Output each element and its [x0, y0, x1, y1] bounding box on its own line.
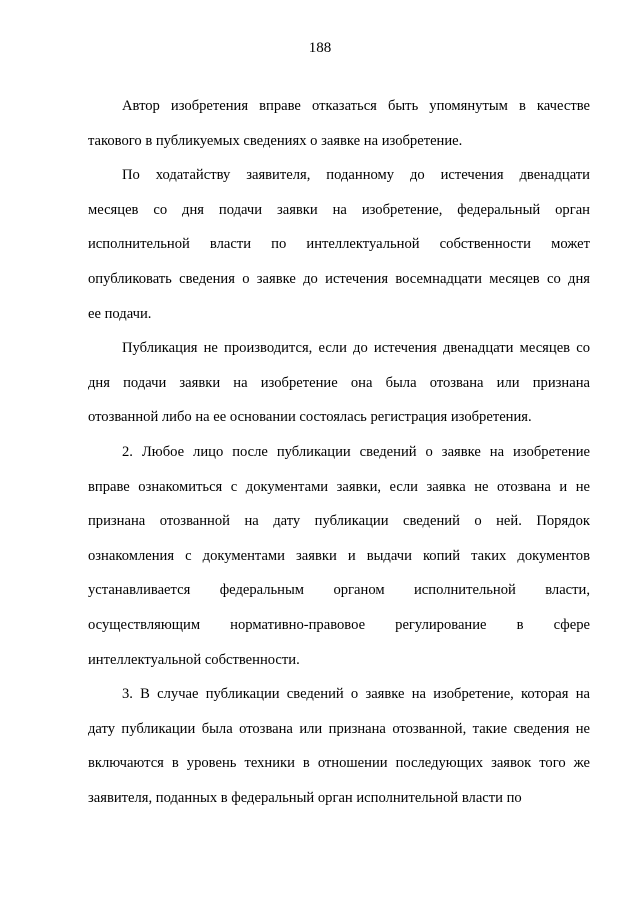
text-line: заявителя, поданных в федеральный орган исполнительной власти по [88, 789, 522, 806]
text-line: отозванной либо на ее основании состоялась регистрация изобретения. [88, 409, 532, 426]
text-line: осуществляющим нормативно-правовое регулирование в сфере [88, 616, 590, 633]
text-line: 3. В случае публикации сведений о заявке на изобретение, которая на [122, 686, 590, 703]
paragraph-no-publication [88, 331, 590, 435]
text-line: интеллектуальной собственности. [88, 651, 300, 668]
text-line: дату публикации была отозвана или признана отозванной, такие сведения не [88, 720, 590, 737]
text-line: По ходатайству заявителя, поданному до истечения двенадцати [122, 167, 590, 184]
text-line: включаются в уровень техники в отношении последующих заявок того же [88, 755, 590, 772]
text-line: 2. Любое лицо после публикации сведений о заявке на изобретение [122, 443, 590, 460]
text-line: Автор изобретения вправе отказаться быть упомянутым в качестве [122, 98, 590, 114]
text-line: опубликовать сведения о заявке до истечения восемнадцати месяцев со дня [88, 270, 590, 287]
text-line: вправе ознакомиться с документами заявки, если заявка не отозвана и не [88, 478, 590, 495]
paragraph-author-right [88, 89, 590, 158]
paragraph-early-publication [88, 158, 590, 331]
text-line: ознакомления с документами заявки и выдачи копий таких документов [88, 547, 590, 564]
paragraph-item-3 [88, 677, 590, 815]
page-number: 188 [308, 40, 332, 56]
body-text [88, 89, 590, 815]
text-line: дня подачи заявки на изобретение она была отозвана или признана [88, 374, 590, 391]
text-line: признана отозванной на дату публикации сведений о ней. Порядок [88, 513, 590, 530]
text-line: исполнительной власти по интеллектуальной собственности может [88, 236, 590, 253]
text-line: Публикация не производится, если до истечения двенадцати месяцев со [122, 340, 590, 357]
text-line: такового в публикуемых сведениях о заявке на изобретение. [88, 132, 463, 149]
text-line: ее подачи. [88, 305, 152, 322]
text-line: устанавливается федеральным органом исполнительной власти, [88, 582, 590, 599]
text-line: месяцев со дня подачи заявки на изобретение, федеральный орган [88, 201, 590, 218]
paragraph-item-2 [88, 435, 590, 677]
